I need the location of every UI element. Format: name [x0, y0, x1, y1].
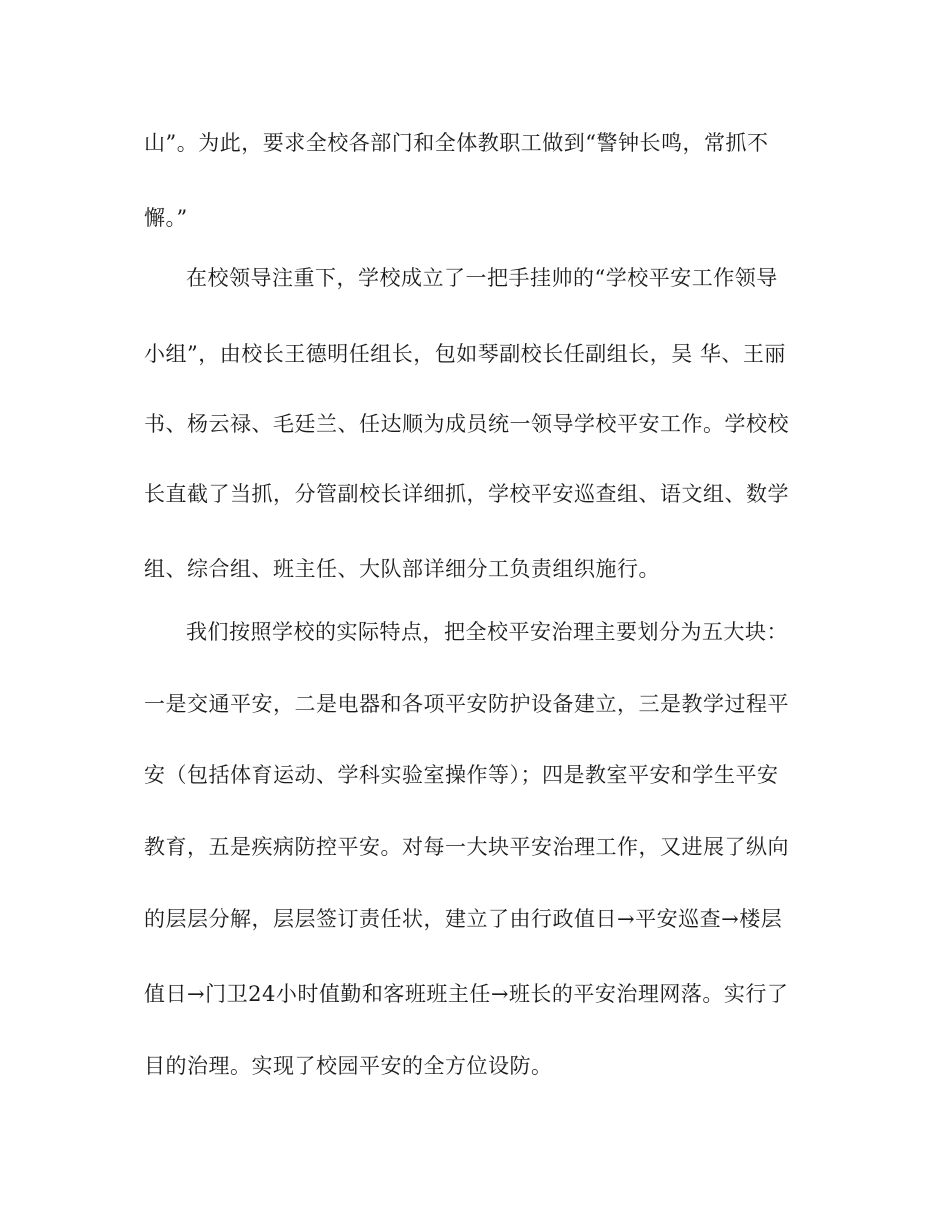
paragraph-3-line-4: 教育，五是疾病防控平安。对每一大块平安治理工作，又进展了纵向	[144, 835, 789, 859]
paragraph-3-line-5: 的层层分解，层层签订责任状，建立了由行政值日→平安巡查→楼层	[144, 907, 783, 931]
paragraph-2-line-4: 长直截了当抓，分管副校长详细抓，学校平安巡查组、语文组、数学	[144, 482, 789, 506]
text-line-2: 懈。”	[144, 206, 188, 230]
paragraph-3-line-3: 安（包括体育运动、学科实验室操作等）；四是教室平安和学生平安	[144, 763, 779, 787]
paragraph-2-line-5: 组、综合组、班主任、大队部详细分工负责组织施行。	[144, 557, 660, 581]
paragraph-2-line-1: 在校领导注重下，学校成立了一把手挂帅的“学校平安工作领导	[186, 266, 778, 290]
paragraph-2-line-3: 书、杨云禄、毛廷兰、任达顺为成员统一领导学校平安工作。学校校	[144, 412, 789, 436]
paragraph-2-line-2: 小组”，由校长王德明任组长，包如琴副校长任副组长，吴 华、王丽	[144, 342, 786, 366]
paragraph-3-line-6: 值日→门卫24小时值勤和客班班主任→班长的平安治理网落。实行了	[144, 982, 789, 1006]
paragraph-3-line-7: 目的治理。实现了校园平安的全方位设防。	[144, 1054, 553, 1078]
text-line-1: 山”。为此，要求全校各部门和全体教职工做到“警钟长鸣，常抓不	[144, 131, 769, 155]
paragraph-3-line-2: 一是交通平安，二是电器和各项平安防护设备建立，三是教学过程平	[144, 692, 789, 716]
paragraph-3-line-1: 我们按照学校的实际特点，把全校平安治理主要划分为五大块：	[186, 620, 788, 644]
